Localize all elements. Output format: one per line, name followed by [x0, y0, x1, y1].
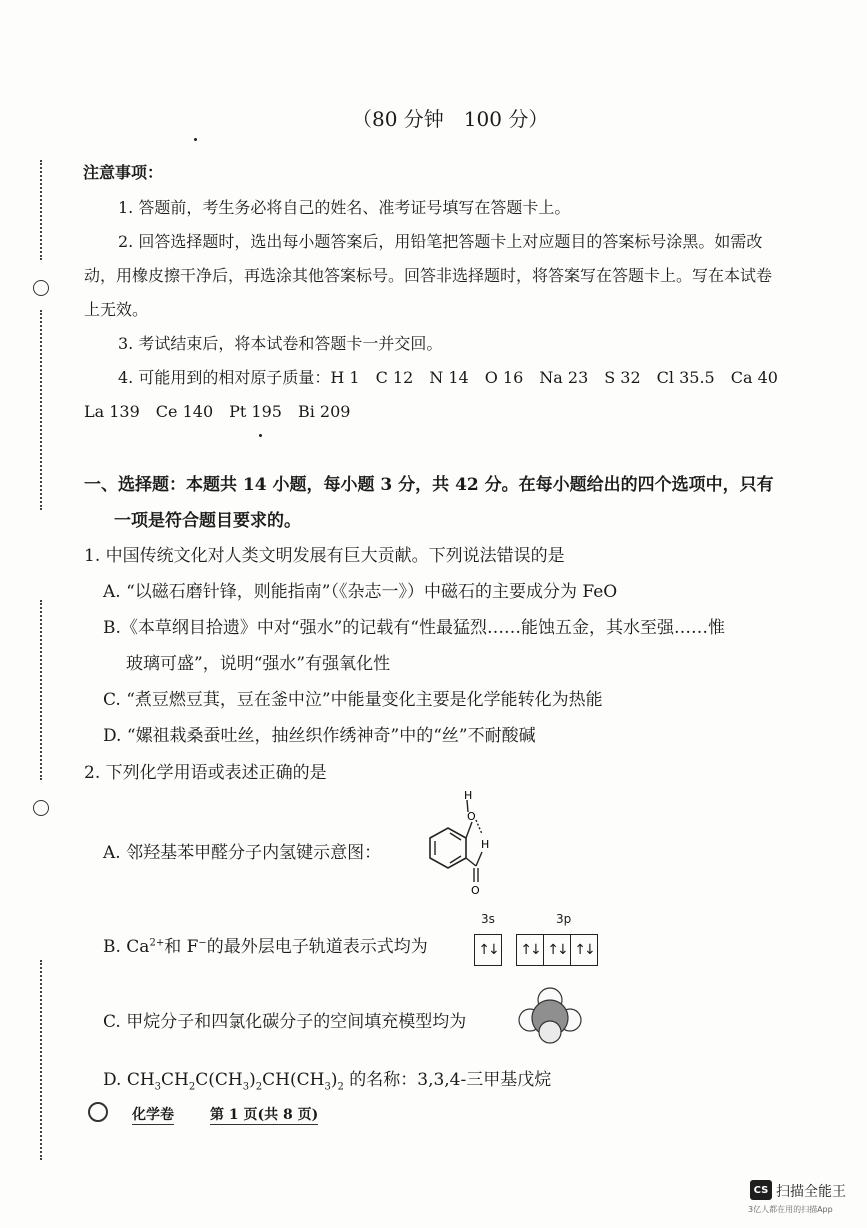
mol-o2: O [471, 884, 480, 897]
q2-d-sub: 2 [188, 1081, 196, 1093]
q1-option-c: C. “煮豆燃豆萁，豆在釜中泣”中能量变化主要是化学能转化为热能 [103, 690, 603, 710]
q2-b-pre: B. Ca [103, 937, 150, 957]
scanner-logo-icon: CS [750, 1180, 772, 1200]
orbital-3s-label: 3s [481, 912, 495, 926]
mol-o1: O [467, 810, 476, 823]
q2-b-sup2: − [198, 937, 207, 949]
binding-circle-icon [33, 800, 49, 816]
orbital-cell: ↑↓ [520, 942, 540, 958]
orbital-cell: ↑↓ [543, 935, 570, 965]
q2-d-text: D. CH [103, 1070, 155, 1090]
notice-item: 上无效。 [84, 300, 149, 319]
q2-b-post: 的最外层电子轨道表示式均为 [206, 937, 428, 957]
q2-d-sub: 3 [154, 1081, 162, 1093]
q2-b-mid: 和 F [164, 937, 199, 957]
notice-title: 注意事项： [83, 163, 164, 182]
q2-option-c: C. 甲烷分子和四氯化碳分子的空间填充模型均为 [103, 1012, 467, 1032]
mol-h1: H [464, 790, 473, 802]
salicylaldehyde-structure [410, 790, 500, 900]
orbital-3p-box [516, 934, 598, 966]
q1-option-b-cont: 玻璃可盛”，说明“强水”有强氧化性 [126, 654, 391, 674]
notice-item: 动，用橡皮擦干净后，再选涂其他答案标号。回答非选择题时，将答案写在答题卡上。写在本试卷 [84, 266, 773, 285]
q2-d-text: C(CH [195, 1070, 243, 1090]
q2-d-sub: 3 [242, 1081, 250, 1093]
q2-d-text: 的名称：3,3,4-三甲基戊烷 [343, 1070, 552, 1090]
scanner-tagline: 3亿人都在用的扫描App [748, 1205, 833, 1214]
notice-item: La 139 Ce 140 Pt 195 Bi 209 [84, 402, 351, 421]
q2-d-sub: 3 [324, 1081, 331, 1093]
q2-d-sub: 2 [255, 1081, 263, 1093]
q1-option-b: B.《本草纲目拾遗》中对“强水”的记载有“性最猛烈……能蚀五金，其水至强……惟 [103, 618, 725, 638]
scanner-brand: 扫描全能王 [776, 1184, 846, 1200]
footer-circle-icon [88, 1102, 108, 1122]
q2-d-text: ) [249, 1070, 256, 1090]
q1-stem: 1. 中国传统文化对人类文明发展有巨大贡献。下列说法错误的是 [84, 546, 565, 566]
notice-item: 2. 回答选择题时，选出每小题答案后，用铅笔把答题卡上对应题目的答案标号涂黑。如需改 [118, 232, 763, 251]
notice-item: 1. 答题前，考生务必将自己的姓名、准考证号填写在答题卡上。 [118, 198, 571, 217]
space-filling-model [518, 986, 582, 1046]
q2-d-text: CH [161, 1070, 189, 1090]
binding-circle-icon [33, 280, 49, 296]
orbital-cell: ↑↓ [570, 935, 597, 965]
q2-d-text: ) [330, 1070, 338, 1090]
section-heading: 一、选择题：本题共 14 小题，每小题 3 分，共 42 分。在每小题给出的四个选项中，只有 [84, 475, 774, 495]
stray-dot [259, 434, 262, 437]
orbital-3s-box [474, 934, 502, 966]
q2-d-text: CH(CH [262, 1070, 325, 1090]
orbital-3p-label: 3p [556, 912, 572, 926]
q2-option-a: A. 邻羟基苯甲醛分子内氢键示意图： [103, 843, 382, 863]
stray-dot [194, 138, 197, 141]
q2-b-sup1: 2+ [149, 937, 165, 949]
notice-item: 4. 可能用到的相对原子质量：H 1 C 12 N 14 O 16 Na 23 S 32 Cl 35.5 Ca 40 [118, 368, 778, 387]
notice-item: 3. 考试结束后，将本试卷和答题卡一并交回。 [118, 334, 443, 353]
binding-dotted-line [40, 310, 42, 510]
footer-page: 第 1 页(共 8 页) [210, 1104, 318, 1125]
mol-h2: H [481, 838, 490, 851]
section-heading-cont: 一项是符合题目要求的。 [114, 511, 301, 531]
binding-dotted-line [40, 960, 42, 1160]
q2-stem: 2. 下列化学用语或表述正确的是 [84, 763, 327, 783]
q1-option-a: A. “以磁石磨针锋，则能指南”（《杂志一》）中磁石的主要成分为 FeO [103, 582, 618, 602]
binding-dotted-line [40, 160, 42, 260]
footer-subject: 化学卷 [132, 1104, 174, 1125]
time-score: （80 分钟 100 分） [352, 107, 549, 131]
binding-dotted-line [40, 600, 42, 780]
q1-option-d: D. “嫘祖栽桑蚕吐丝，抽丝织作绣神奇”中的“丝”不耐酸碱 [103, 726, 536, 746]
orbital-cell: ↑↓ [478, 942, 498, 958]
q2-d-sub: 2 [337, 1081, 344, 1093]
q2-option-b [103, 932, 428, 957]
q2-option-d [103, 1065, 552, 1093]
